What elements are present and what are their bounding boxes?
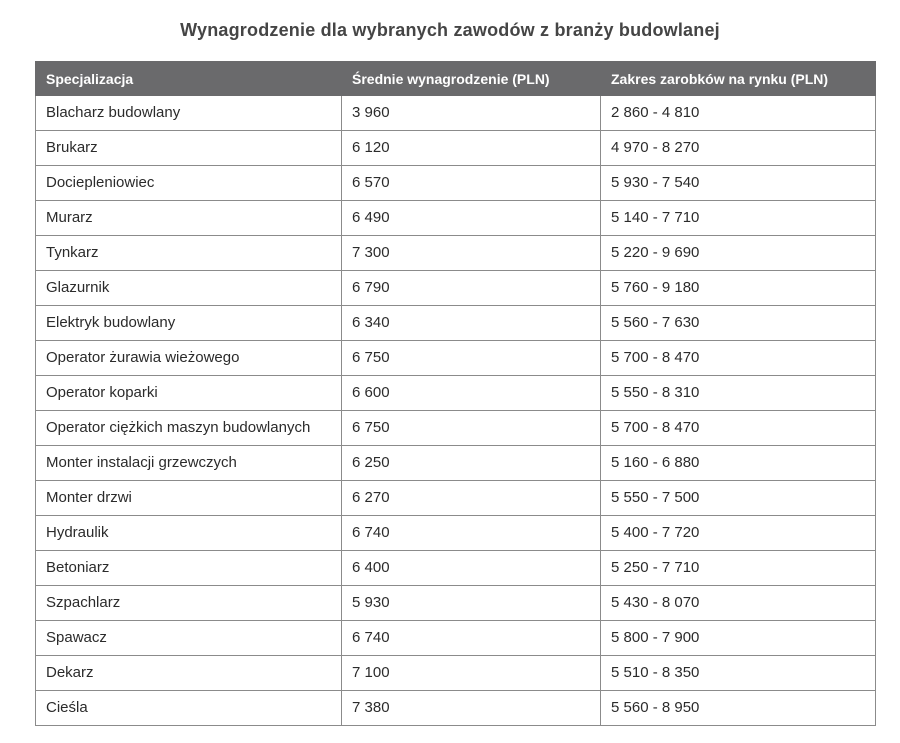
average-salary-cell: 6 740 xyxy=(342,516,601,551)
average-salary-cell: 6 400 xyxy=(342,551,601,586)
table-row xyxy=(36,131,876,166)
profession-cell: Monter drzwi xyxy=(36,481,342,516)
profession-cell: Hydraulik xyxy=(36,516,342,551)
salary-range-cell: 5 510 - 8 350 xyxy=(601,656,876,691)
average-salary-cell: 6 750 xyxy=(342,341,601,376)
table-row xyxy=(36,691,876,726)
average-salary-cell: 6 340 xyxy=(342,306,601,341)
average-salary-cell: 6 790 xyxy=(342,271,601,306)
salary-range-cell: 2 860 - 4 810 xyxy=(601,96,876,131)
table-row xyxy=(36,586,876,621)
table-row xyxy=(36,341,876,376)
salary-table-body xyxy=(36,96,876,726)
salary-range-cell: 5 550 - 8 310 xyxy=(601,376,876,411)
average-salary-cell: 6 270 xyxy=(342,481,601,516)
salary-range-cell: 5 800 - 7 900 xyxy=(601,621,876,656)
average-salary-cell: 6 740 xyxy=(342,621,601,656)
average-salary-cell: 7 100 xyxy=(342,656,601,691)
average-salary-cell: 6 600 xyxy=(342,376,601,411)
average-salary-cell: 7 380 xyxy=(342,691,601,726)
table-row xyxy=(36,446,876,481)
salary-range-cell: 4 970 - 8 270 xyxy=(601,131,876,166)
salary-range-cell: 5 560 - 7 630 xyxy=(601,306,876,341)
profession-cell: Elektryk budowlany xyxy=(36,306,342,341)
salary-range-cell: 5 560 - 8 950 xyxy=(601,691,876,726)
table-row xyxy=(36,271,876,306)
salary-range-cell: 5 930 - 7 540 xyxy=(601,166,876,201)
salary-range-cell: 5 400 - 7 720 xyxy=(601,516,876,551)
table-row xyxy=(36,306,876,341)
average-salary-cell: 5 930 xyxy=(342,586,601,621)
average-salary-cell: 7 300 xyxy=(342,236,601,271)
profession-cell: Murarz xyxy=(36,201,342,236)
profession-cell: Cieśla xyxy=(36,691,342,726)
average-salary-cell: 6 120 xyxy=(342,131,601,166)
table-row xyxy=(36,96,876,131)
table-row xyxy=(36,551,876,586)
profession-cell: Monter instalacji grzewczych xyxy=(36,446,342,481)
salary-range-cell: 5 700 - 8 470 xyxy=(601,341,876,376)
profession-cell: Glazurnik xyxy=(36,271,342,306)
salary-range-cell: 5 160 - 6 880 xyxy=(601,446,876,481)
column-header-salary-range: Zakres zarobków na rynku (PLN) xyxy=(601,62,876,96)
average-salary-cell: 6 570 xyxy=(342,166,601,201)
salary-range-cell: 5 700 - 8 470 xyxy=(601,411,876,446)
salary-table xyxy=(35,61,876,726)
average-salary-cell: 6 250 xyxy=(342,446,601,481)
profession-cell: Brukarz xyxy=(36,131,342,166)
salary-range-cell: 5 430 - 8 070 xyxy=(601,586,876,621)
table-row xyxy=(36,411,876,446)
profession-cell: Tynkarz xyxy=(36,236,342,271)
average-salary-cell: 6 750 xyxy=(342,411,601,446)
table-row xyxy=(36,516,876,551)
profession-cell: Operator żurawia wieżowego xyxy=(36,341,342,376)
table-row xyxy=(36,236,876,271)
table-row xyxy=(36,481,876,516)
header-row xyxy=(36,62,876,96)
page-title: Wynagrodzenie dla wybranych zawodów z branży budowlanej xyxy=(180,20,720,40)
table-row xyxy=(36,656,876,691)
average-salary-cell: 3 960 xyxy=(342,96,601,131)
table-row xyxy=(36,376,876,411)
profession-cell: Dociepleniowiec xyxy=(36,166,342,201)
profession-cell: Spawacz xyxy=(36,621,342,656)
column-header-specialization: Specjalizacja xyxy=(36,62,342,96)
average-salary-cell: 6 490 xyxy=(342,201,601,236)
table-row xyxy=(36,201,876,236)
salary-range-cell: 5 220 - 9 690 xyxy=(601,236,876,271)
table-row xyxy=(36,166,876,201)
salary-range-cell: 5 250 - 7 710 xyxy=(601,551,876,586)
salary-range-cell: 5 550 - 7 500 xyxy=(601,481,876,516)
profession-cell: Dekarz xyxy=(36,656,342,691)
profession-cell: Operator koparki xyxy=(36,376,342,411)
column-header-average-salary: Średnie wynagrodzenie (PLN) xyxy=(342,62,601,96)
salary-range-cell: 5 140 - 7 710 xyxy=(601,201,876,236)
profession-cell: Betoniarz xyxy=(36,551,342,586)
table-row xyxy=(36,621,876,656)
salary-table-header xyxy=(36,62,876,96)
profession-cell: Operator ciężkich maszyn budowlanych xyxy=(36,411,342,446)
salary-range-cell: 5 760 - 9 180 xyxy=(601,271,876,306)
profession-cell: Szpachlarz xyxy=(36,586,342,621)
profession-cell: Blacharz budowlany xyxy=(36,96,342,131)
